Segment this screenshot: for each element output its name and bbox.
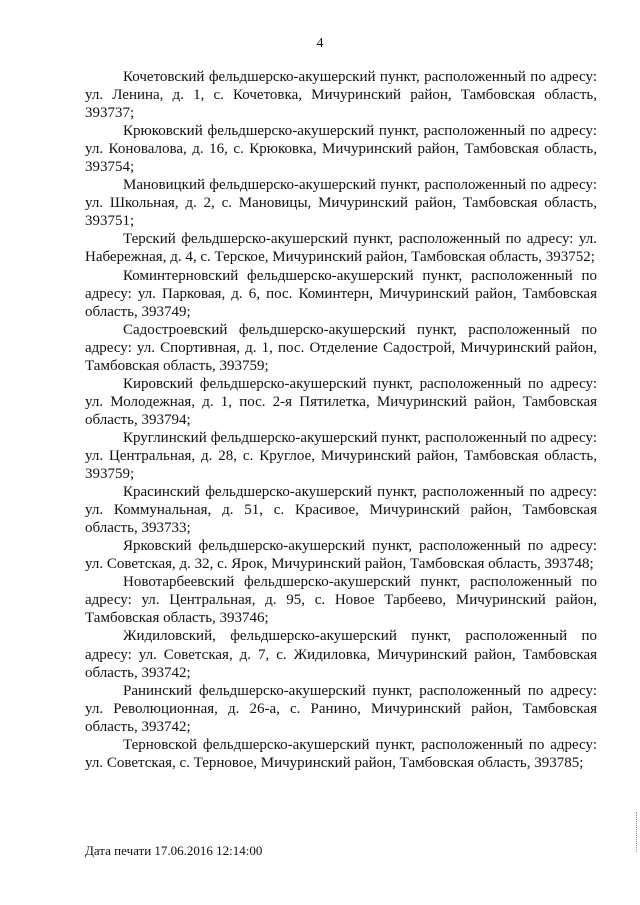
list-item: Коминтерновский фельдшерско-акушерский пункт, расположенный по адресу: ул. Парковая, д. 6, пос. Коминтерн, Мичуринский район, Тамбовская область, 393749; — [85, 267, 597, 320]
list-item: Красинский фельдшерско-акушерский пункт, расположенный по адресу: ул. Коммунальная, д. 51, с. Красивое, Мичуринский район, Тамбовская область, 393733; — [85, 484, 597, 537]
list-item: Кочетовский фельдшерско-акушерский пункт, расположенный по адресу: ул. Ленина, д. 1, с. Кочетовка, Мичуринский район, Тамбовская область, 393737; — [85, 69, 597, 122]
print-date-footer: Дата печати 17.06.2016 12:14:00 — [85, 843, 263, 858]
list-item: Крюковский фельдшерско-акушерский пункт, расположенный по адресу: ул. Коновалова, д. 16, с. Крюковка, Мичуринский район, Тамбовская область, 393754; — [85, 123, 597, 176]
list-item: Ярковский фельдшерско-акушерский пункт, расположенный по адресу: ул. Советская, д. 32, с. Ярок, Мичуринский район, Тамбовская область, 393748; — [85, 538, 597, 573]
list-item: Новотарбеевский фельдшерско-акушерский пункт, расположенный по адресу: ул. Центральная, д. 95, с. Новое Тарбеево, Мичуринский район, Тамбовская область, 393746; — [85, 574, 597, 627]
list-item: Круглинский фельдшерско-акушерский пункт, расположенный по адресу: ул. Центральная, д. 28, с. Круглое, Мичуринский район, Тамбовская область, 393759; — [85, 429, 597, 483]
scan-edge-mark — [636, 812, 640, 852]
list-item: Мановицкий фельдшерско-акушерский пункт, расположенный по адресу: ул. Школьная, д. 2, с. Мановицы, Мичуринский район, Тамбовская область, 393751; — [85, 177, 597, 230]
list-item: Терский фельдшерско-акушерский пункт, расположенный по адресу: ул. Набережная, д. 4, с. Терское, Мичуринский район, Тамбовская область, 393752; — [85, 231, 597, 266]
list-item: Садостроевский фельдшерско-акушерский пункт, расположенный по адресу: ул. Спортивная, д. 1, пос. Отделение Садострой, Мичуринский район, Тамбовская область, 393759; — [85, 321, 597, 374]
document-body — [85, 68, 597, 772]
page-number: 4 — [316, 36, 324, 51]
list-item: Жидиловский, фельдшерско-акушерский пункт, расположенный по адресу: ул. Советская, д. 7, с. Жидиловка, Мичуринский район, Тамбовская область, 393742; — [85, 628, 597, 681]
list-item: Ранинский фельдшерско-акушерский пункт, расположенный по адресу: ул. Революционная, д. 26-а, с. Ранино, Мичуринский район, Тамбовская область, 393742; — [85, 682, 597, 735]
list-item: Кировский фельдшерско-акушерский пункт, расположенный по адресу: ул. Молодежная, д. 1, пос. 2-я Пятилетка, Мичуринский район, Тамбовская область, 393794; — [85, 375, 597, 428]
list-item: Терновской фельдшерско-акушерский пункт, расположенный по адресу: ул. Советская, с. Терновое, Мичуринский район, Тамбовская область, 393785; — [85, 736, 597, 771]
